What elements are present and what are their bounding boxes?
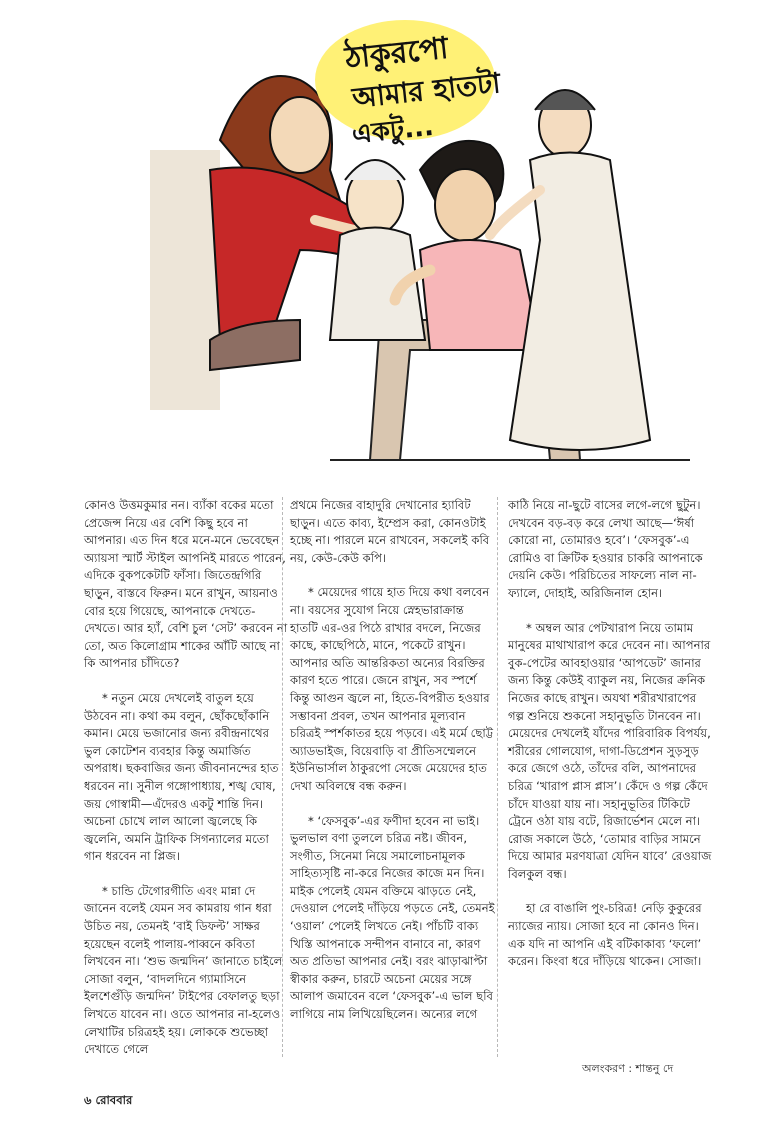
pink-shirt	[420, 240, 540, 350]
man-face	[435, 169, 495, 241]
paragraph: * চান্ডি টেগোরগীতি এবং মান্না দে জানেন বলেই যেমন সব কামরায় গান ধরা উচিত নয়, তেমনই ‘বাই ডিফল্ট’ সাক্ষর হয়েছেন বলেই পালায়-পাব্বনে কবিতা লিখবেন না। ‘শুভ জন্মদিন’ জানাতে চাইলে সোজা বলুন, ‘বাদলদিনে গ্যামাসিনে ইলশেগুঁড়ি জন্মদিন’ টাইপের বেফালতু ছড়া লিখতে যাবেন না। ওতে আপনার না-হলেও লেখাটির চরিত্রহই হয়। লোককে শুভেচ্ছা দেখাতে গেলে	[84, 883, 283, 1057]
paragraph: * মেয়েদের গায়ে হাত দিয়ে কথা বলবেন না। বয়সের সুযোগ নিয়ে স্নেহভারাক্রান্ত হাতটি এর-ওর পিঠে রাখার বদলে, নিজের কাছে, কাছেপিঠে, মানে, পকেটে রাখুন। আপনার অতি আন্তরিকতা অন্যের বিরক্তির কারণ হতে পারে। জেনে রাখুন, সব স্পর্শে কিন্তু আগুন জ্বলে না, হিতে-বিপরীত হওয়ার সম্ভাবনা প্রবল, তখন আপনার মূল্যবান চরিত্রই স্পর্শকাতর হয়ে পড়বে। এই মর্মে ছোট্ট অ্যাডভাইজ, বিয়েবাড়ি বা প্রীতিসম্মেলনে ইউনিভার্সাল ঠাকুরপো সেজে মেয়েদের হাত দেখা অবিলম্বে বন্ধ করুন।	[290, 585, 494, 793]
paragraph: কাঠি নিয়ে না-ছুটে বাসের লগে-লগে ছুটুন। দেখবেন বড়-বড় করে লেখা আছে—‘ঈর্ষা কোরো না, তোমারও হবে’। ‘ফেসবুক’-এ রোমিও বা ক্রিটিক হওয়ার চাকরি আপনাকে দেয়নি কেউ। পরিচিতের সাফল্যে নাল না-ফ্যালে, দোহাই, অরিজিনাল হোন।	[508, 498, 703, 600]
paragraph: * অম্বল আর পেটখারাপ নিয়ে তামাম মানুষের মাথাখারাপ করে দেবেন না। আপনার বুক-পেটের আবহাওয়ার ‘আপডেট’ জানার জন্য কিন্তু কেউই ব্যাকুল নয়, নিজের ক্রনিক নিজের কাছে রাখুন। অযথা শরীরখারাপের গল্প শুনিয়ে শুকনো সহানুভূতি টানবেন না। মেয়েদের দেখলেই যাঁদের পারিবারিক বিপর্যয়, শরীরের গোলযোগ, দাগা-ডিপ্রেশন সুড়সুড় করে জেগে ওঠে, তাঁদের বলি, আপনাদের চরিত্র ‘খারাপ প্লাস প্লাস’। কেঁদে ও গল্প কেঁদে চাঁদে যাওয়া যায় না। সহানুভূতির টিকিটে ট্রেনে ওঠা যায় বটে, রিজার্ভেশন মেলে না। রোজ সকালে উঠে, ‘তোমার বাড়ির সামনে দিয়ে আমার মরণযাত্রা যেদিন যাবে’ রেওয়াজ বিলকুল বন্ধ।	[508, 620, 712, 881]
paragraph: * ‘ফেসবুক’-এর ফণীদা হবেন না ভাই। ভুলভাল বণা তুললে চরিত্র নষ্ট। জীবন, সংগীত, সিনেমা নিয়ে সমালোচনামূলক সাহিত্যসৃষ্টি না-করে নিজের কাজে মন দিন। মাইক পেলেই যেমন বক্তিমে ঝাড়তে নেই, দেওয়াল পেলেই দাঁড়িয়ে পড়তে নেই, তেমনই ‘ওয়াল’ পেলেই লিখতে নেই। পাঁচটি বাক্য খিস্তি আপনাকে সন্দীপন বানাবে না, কারণ অত প্রতিভা আপনার নেই। বরং ঝাড়াঝাপ্টা স্বীকার করুন, চারটে অচেনা মেয়ের সঙ্গে আলাপ জমাবেন বলে ‘ফেসবুক’-এ ভাল ছবি লাগিয়ে নাম লিখিয়েছিলেন। অন্যের লগে	[290, 813, 495, 1022]
column-divider	[497, 497, 498, 1057]
old-woman-hair	[345, 160, 405, 180]
illustration-credit: অলংকরণ : শান্তনু দে	[582, 1062, 674, 1075]
bubble-line-3: একটু...	[350, 111, 436, 151]
paragraph: প্রথমে নিজের বাহাদুরি দেখানোর হ্যাবিট ছাড়ুন। এতে কাব্য, ইম্প্রেস করা, কোনওটাই হচ্ছে না। পারলে মনে রাখবেন, সকলেই কবি নয়, কেউ-কেউ কপি।	[290, 498, 490, 565]
paragraph: হা রে বাঙালি পুং-চরিত্র! নেড়ি কুকুরের ন্যাজের ন্যায়। সোজা হবে না কোনও দিন। এক যদি না আপনি এই বটিকাকাব্য ‘ফলো’ করেন। কিংবা ধরে দাঁড়িয়ে থাকেন। সোজা।	[508, 901, 702, 969]
column-divider	[282, 497, 283, 1057]
standing-woman-hair	[535, 90, 595, 110]
article-column-2	[290, 497, 495, 1041]
bubble-line-2: আমার হাতটা	[350, 66, 503, 115]
article-column-1	[84, 497, 289, 1076]
paragraph: কোনও উত্তমকুমার নন। ব্যাঁকা বকের মতো প্রেজেন্স নিয়ে এর বেশি কিছু হবে না আপনার। এত দিন ধরে মনে-মনে ভেবেছেন অ্যায়সা স্মার্ট স্টাইল আপনিই মারতে পারেন, এদিকে বুকপকেটটি ফাঁসা। জিতেন্দ্রগিরি ছাড়ুন, বাস্তবে ফিরুন। মনে রাখুন, আয়নাও বোর হয়ে গিয়েছে, আপনাকে দেখতে-দেখতে। আর হ্যাঁ, বেশি চুল ‘সেট’ করবেন না তো, অত কিলোগ্রাম শাকের আঁটি আছে না কি আপনার চাঁদিতে?	[84, 498, 288, 671]
paragraph: * নতুন মেয়ে দেখলেই বাতুল হয়ে উঠবেন না। কথা কম বলুন, ছোঁকছোঁকানি কমান। মেয়ে ভজানোর জন্য রবীন্দ্রনাথের ভুল কোটেশন ব্যবহার কিন্তু অমার্জিত অপরাধ। ছকবাজির জন্য জীবনানন্দের হাত ধরবেন না। সুনীল গঙ্গোপাধ্যায়, শঙ্খ ঘোষ, জয় গোস্বামী—এঁদেরও একটু শান্তি দিন। অচেনা চোখে লাল আলো জ্বলেছে কি জ্বলেনি, অমনি ট্রাফিক সিগন্যালের মতো গান ধরবেন না প্লিজ।	[84, 690, 279, 864]
woman-face	[270, 97, 330, 173]
bubble-line-1: ঠাকুরপো	[343, 30, 450, 77]
page-folio: ৬ রোববার	[84, 1093, 133, 1107]
article-column-3	[508, 497, 713, 988]
